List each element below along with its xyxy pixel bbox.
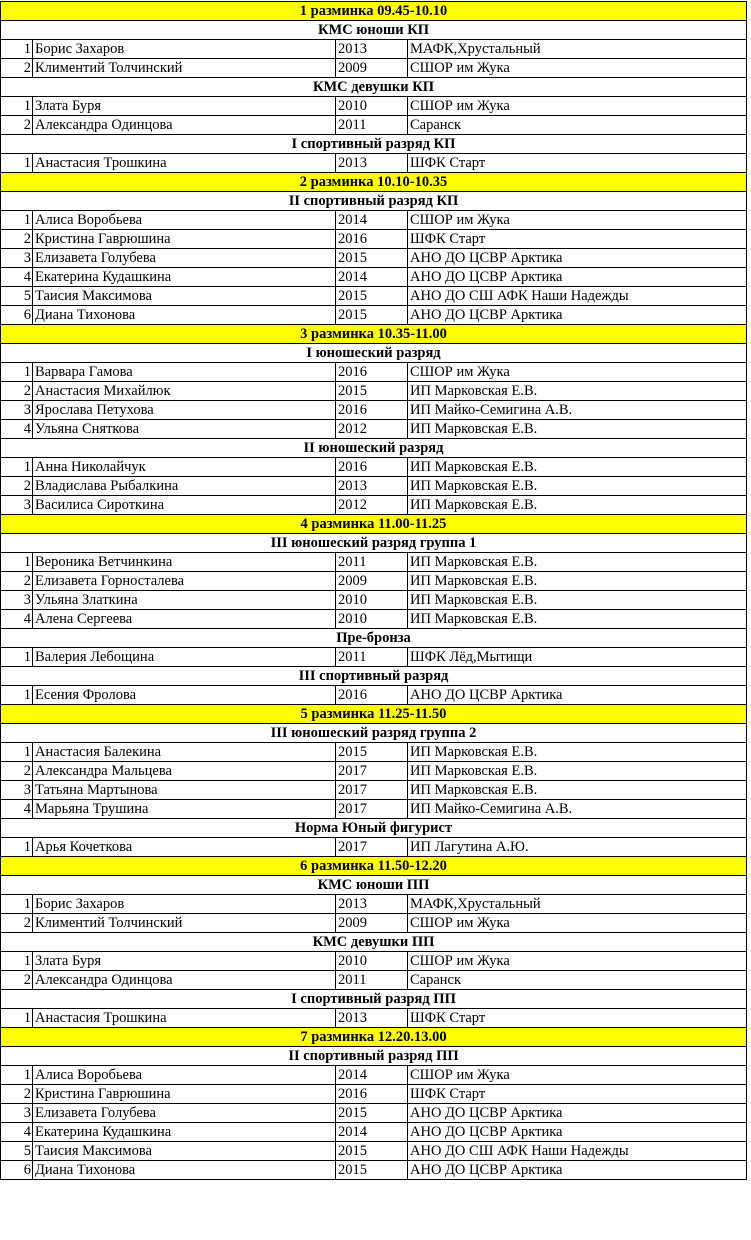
club-name: АНО ДО СШ АФК Наши Надежды [408,287,747,306]
athlete-name: Диана Тихонова [33,306,336,325]
table-row [1,268,747,287]
entry-number: 1 [1,648,33,667]
warmup-header-row [1,1028,747,1047]
category-header-row [1,990,747,1009]
table-row [1,116,747,135]
table-row [1,591,747,610]
birth-year: 2012 [336,420,408,439]
table-row [1,610,747,629]
birth-year: 2009 [336,59,408,78]
athlete-name: Елизавета Горносталева [33,572,336,591]
birth-year: 2016 [336,363,408,382]
birth-year: 2014 [336,1066,408,1085]
table-row [1,211,747,230]
athlete-name: Ульяна Сняткова [33,420,336,439]
entry-number: 6 [1,306,33,325]
birth-year: 2016 [336,401,408,420]
category-header-row [1,724,747,743]
athlete-name: Анастасия Трошкина [33,1009,336,1028]
birth-year: 2015 [336,382,408,401]
birth-year: 2017 [336,762,408,781]
entry-number: 2 [1,230,33,249]
category-header-row [1,439,747,458]
entry-number: 1 [1,553,33,572]
birth-year: 2014 [336,268,408,287]
entry-number: 1 [1,952,33,971]
club-name: МАФК,Хрустальный [408,40,747,59]
athlete-name: Анастасия Трошкина [33,154,336,173]
category-header-row [1,819,747,838]
athlete-name: Татьяна Мартынова [33,781,336,800]
birth-year: 2015 [336,249,408,268]
warmup-title: 6 разминка 11.50-12.20 [1,857,747,876]
club-name: ИП Марковская Е.В. [408,420,747,439]
athlete-name: Злата Буря [33,952,336,971]
club-name: АНО ДО ЦСВР Арктика [408,686,747,705]
athlete-name: Кристина Гаврюшина [33,1085,336,1104]
birth-year: 2011 [336,971,408,990]
birth-year: 2013 [336,154,408,173]
entry-number: 4 [1,1123,33,1142]
category-title: I спортивный разряд ПП [1,990,747,1009]
table-row [1,1142,747,1161]
athlete-name: Есения Фролова [33,686,336,705]
table-row [1,477,747,496]
birth-year: 2016 [336,230,408,249]
birth-year: 2017 [336,800,408,819]
entry-number: 4 [1,268,33,287]
entry-number: 4 [1,610,33,629]
category-header-row [1,21,747,40]
athlete-name: Таисия Максимова [33,1142,336,1161]
athlete-name: Варвара Гамова [33,363,336,382]
club-name: СШОР им Жука [408,211,747,230]
entry-number: 1 [1,838,33,857]
table-row [1,800,747,819]
warmup-title: 3 разминка 10.35-11.00 [1,325,747,344]
birth-year: 2014 [336,211,408,230]
birth-year: 2010 [336,97,408,116]
warmup-header-row [1,2,747,21]
category-header-row [1,192,747,211]
table-row [1,306,747,325]
category-title: II юношеский разряд [1,439,747,458]
birth-year: 2015 [336,743,408,762]
entry-number: 4 [1,800,33,819]
club-name: СШОР им Жука [408,914,747,933]
entry-number: 1 [1,743,33,762]
table-row [1,458,747,477]
athlete-name: Елизавета Голубева [33,249,336,268]
club-name: МАФК,Хрустальный [408,895,747,914]
club-name: СШОР им Жука [408,363,747,382]
table-row [1,1161,747,1180]
birth-year: 2017 [336,781,408,800]
club-name: ИП Марковская Е.В. [408,591,747,610]
category-header-row [1,534,747,553]
club-name: ИП Марковская Е.В. [408,496,747,515]
birth-year: 2015 [336,1161,408,1180]
club-name: ИП Лагутина А.Ю. [408,838,747,857]
table-row [1,363,747,382]
athlete-name: Ульяна Златкина [33,591,336,610]
table-row [1,971,747,990]
entry-number: 2 [1,59,33,78]
warmup-header-row [1,515,747,534]
club-name: АНО ДО ЦСВР Арктика [408,1104,747,1123]
table-row [1,40,747,59]
birth-year: 2017 [336,838,408,857]
warmup-title: 4 разминка 11.00-11.25 [1,515,747,534]
athlete-name: Александра Одинцова [33,971,336,990]
birth-year: 2010 [336,610,408,629]
birth-year: 2013 [336,895,408,914]
table-row [1,249,747,268]
club-name: ИП Марковская Е.В. [408,458,747,477]
table-row [1,743,747,762]
birth-year: 2011 [336,116,408,135]
entry-number: 2 [1,971,33,990]
table-row [1,914,747,933]
birth-year: 2016 [336,458,408,477]
table-row [1,382,747,401]
athlete-name: Злата Буря [33,97,336,116]
category-title: III юношеский разряд группа 1 [1,534,747,553]
club-name: ИП Марковская Е.В. [408,610,747,629]
birth-year: 2016 [336,686,408,705]
category-title: КМС юноши ПП [1,876,747,895]
club-name: ИП Марковская Е.В. [408,477,747,496]
entry-number: 2 [1,382,33,401]
schedule-body [1,2,747,1180]
club-name: ИП Марковская Е.В. [408,382,747,401]
entry-number: 1 [1,458,33,477]
warmup-title: 1 разминка 09.45-10.10 [1,2,747,21]
entry-number: 2 [1,116,33,135]
athlete-name: Ярослава Петухова [33,401,336,420]
entry-number: 3 [1,249,33,268]
table-row [1,401,747,420]
entry-number: 3 [1,1104,33,1123]
club-name: АНО ДО СШ АФК Наши Надежды [408,1142,747,1161]
club-name: СШОР им Жука [408,59,747,78]
table-row [1,496,747,515]
entry-number: 1 [1,1066,33,1085]
entry-number: 1 [1,97,33,116]
entry-number: 1 [1,895,33,914]
club-name: ИП Майко-Семигина А.В. [408,800,747,819]
athlete-name: Климентий Толчинский [33,914,336,933]
athlete-name: Анастасия Михайлюк [33,382,336,401]
table-row [1,781,747,800]
birth-year: 2015 [336,1142,408,1161]
entry-number: 1 [1,211,33,230]
category-header-row [1,667,747,686]
athlete-name: Алиса Воробьева [33,211,336,230]
club-name: ИП Марковская Е.В. [408,553,747,572]
entry-number: 3 [1,401,33,420]
athlete-name: Борис Захаров [33,40,336,59]
athlete-name: Алиса Воробьева [33,1066,336,1085]
category-title: III спортивный разряд [1,667,747,686]
table-row [1,97,747,116]
club-name: ШФК Лёд,Мытищи [408,648,747,667]
category-header-row [1,933,747,952]
club-name: ИП Марковская Е.В. [408,743,747,762]
category-header-row [1,344,747,363]
birth-year: 2016 [336,1085,408,1104]
table-row [1,572,747,591]
entry-number: 1 [1,1009,33,1028]
entry-number: 1 [1,363,33,382]
table-row [1,59,747,78]
table-row [1,553,747,572]
club-name: АНО ДО ЦСВР Арктика [408,249,747,268]
entry-number: 4 [1,420,33,439]
entry-number: 1 [1,40,33,59]
birth-year: 2012 [336,496,408,515]
birth-year: 2009 [336,572,408,591]
club-name: ИП Марковская Е.В. [408,572,747,591]
athlete-name: Александра Мальцева [33,762,336,781]
category-header-row [1,135,747,154]
athlete-name: Диана Тихонова [33,1161,336,1180]
athlete-name: Валерия Лебощина [33,648,336,667]
table-row [1,838,747,857]
birth-year: 2010 [336,591,408,610]
birth-year: 2015 [336,1104,408,1123]
club-name: ШФК Старт [408,154,747,173]
entry-number: 1 [1,154,33,173]
schedule-table [0,1,747,1180]
club-name: АНО ДО ЦСВР Арктика [408,306,747,325]
club-name: ИП Майко-Семигина А.В. [408,401,747,420]
club-name: АНО ДО ЦСВР Арктика [408,1123,747,1142]
athlete-name: Александра Одинцова [33,116,336,135]
category-title: КМС девушки КП [1,78,747,97]
birth-year: 2013 [336,477,408,496]
table-row [1,420,747,439]
warmup-header-row [1,173,747,192]
table-row [1,154,747,173]
birth-year: 2015 [336,287,408,306]
category-title: II спортивный разряд КП [1,192,747,211]
athlete-name: Арья Кочеткова [33,838,336,857]
category-header-row [1,1047,747,1066]
club-name: Саранск [408,116,747,135]
warmup-header-row [1,325,747,344]
category-header-row [1,78,747,97]
table-row [1,230,747,249]
athlete-name: Анастасия Балекина [33,743,336,762]
table-row [1,1009,747,1028]
birth-year: 2013 [336,1009,408,1028]
category-title: I спортивный разряд КП [1,135,747,154]
table-row [1,1085,747,1104]
table-row [1,1123,747,1142]
athlete-name: Екатерина Кудашкина [33,268,336,287]
table-row [1,686,747,705]
entry-number: 3 [1,781,33,800]
warmup-title: 5 разминка 11.25-11.50 [1,705,747,724]
category-title: II спортивный разряд ПП [1,1047,747,1066]
entry-number: 3 [1,496,33,515]
table-row [1,895,747,914]
athlete-name: Кристина Гаврюшина [33,230,336,249]
table-row [1,1104,747,1123]
entry-number: 6 [1,1161,33,1180]
table-row [1,762,747,781]
category-title: III юношеский разряд группа 2 [1,724,747,743]
birth-year: 2015 [336,306,408,325]
entry-number: 2 [1,762,33,781]
club-name: ИП Марковская Е.В. [408,762,747,781]
entry-number: 5 [1,1142,33,1161]
birth-year: 2013 [336,40,408,59]
entry-number: 3 [1,591,33,610]
category-title: Норма Юный фигурист [1,819,747,838]
table-row [1,952,747,971]
birth-year: 2010 [336,952,408,971]
entry-number: 2 [1,1085,33,1104]
athlete-name: Василиса Сироткина [33,496,336,515]
category-title: КМС девушки ПП [1,933,747,952]
birth-year: 2011 [336,648,408,667]
athlete-name: Вероника Ветчинкина [33,553,336,572]
athlete-name: Алена Сергеева [33,610,336,629]
athlete-name: Владислава Рыбалкина [33,477,336,496]
category-header-row [1,876,747,895]
warmup-title: 7 разминка 12.20.13.00 [1,1028,747,1047]
athlete-name: Таисия Максимова [33,287,336,306]
entry-number: 2 [1,477,33,496]
athlete-name: Климентий Толчинский [33,59,336,78]
club-name: ШФК Старт [408,1085,747,1104]
club-name: АНО ДО ЦСВР Арктика [408,268,747,287]
club-name: СШОР им Жука [408,952,747,971]
athlete-name: Анна Николайчук [33,458,336,477]
club-name: ИП Марковская Е.В. [408,781,747,800]
category-title: Пре-бронза [1,629,747,648]
club-name: СШОР им Жука [408,1066,747,1085]
club-name: Саранск [408,971,747,990]
warmup-header-row [1,857,747,876]
category-header-row [1,629,747,648]
birth-year: 2014 [336,1123,408,1142]
club-name: ШФК Старт [408,1009,747,1028]
table-row [1,648,747,667]
club-name: АНО ДО ЦСВР Арктика [408,1161,747,1180]
athlete-name: Борис Захаров [33,895,336,914]
warmup-title: 2 разминка 10.10-10.35 [1,173,747,192]
entry-number: 1 [1,686,33,705]
entry-number: 2 [1,914,33,933]
club-name: СШОР им Жука [408,97,747,116]
birth-year: 2009 [336,914,408,933]
club-name: ШФК Старт [408,230,747,249]
entry-number: 2 [1,572,33,591]
birth-year: 2011 [336,553,408,572]
athlete-name: Екатерина Кудашкина [33,1123,336,1142]
entry-number: 5 [1,287,33,306]
warmup-header-row [1,705,747,724]
table-row [1,287,747,306]
category-title: I юношеский разряд [1,344,747,363]
category-title: КМС юноши КП [1,21,747,40]
table-row [1,1066,747,1085]
athlete-name: Елизавета Голубева [33,1104,336,1123]
athlete-name: Марьяна Трушина [33,800,336,819]
